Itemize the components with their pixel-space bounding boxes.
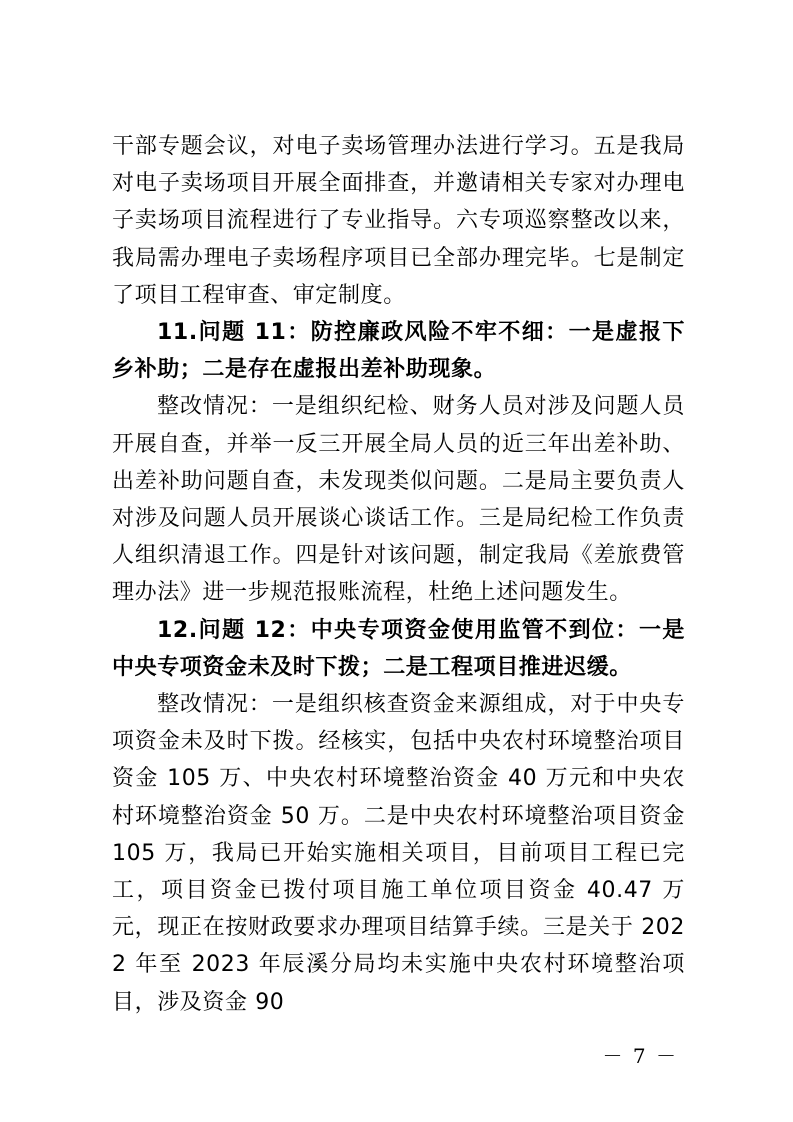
heading-issue-12: 12.问题 12：中央专项资金使用监管不到位：一是中央专项资金未及时下拨；二是工程项目推进迟缓。 <box>112 617 685 680</box>
paragraph-rectification-12: 整改情况：一是组织核查资金来源组成，对于中央专项资金未及时下拨。经核实，包括中央农村环境整治项目资金 105 万、中央农村环境整治资金 40 万元和中央农村环境整治资金 50 万。二是中央农村环境整治项目资金 105 万，我局已开始实施相关项目，目前项目工程已完工，项目资金已拨付项目施工单位项目资金 40.47 万元，现正在按财政要求办理项目结算手续。三是关于 2022 年至 2023 年辰溪分局均未实施中央农村环境整治项目，涉及资金 90 <box>112 692 685 1015</box>
page-number: － 7 － <box>602 1044 678 1068</box>
document-body <box>112 128 685 1021</box>
heading-issue-11: 11.问题 11：防控廉政风险不牢不细：一是虚报下乡补助；二是存在虚报出差补助现象。 <box>112 320 685 383</box>
paragraph-rectification-11: 整改情况：一是组织纪检、财务人员对涉及问题人员开展自查，并举一反三开展全局人员的近三年出差补助、出差补助问题自查，未发现类似问题。二是局主要负责人对涉及问题人员开展谈心谈话工作。三是局纪检工作负责人组织清退工作。四是针对该问题，制定我局《差旅费管理办法》进一步规范报账流程，杜绝上述问题发生。 <box>112 394 685 606</box>
paragraph-continuation: 干部专题会议，对电子卖场管理办法进行学习。五是我局对电子卖场项目开展全面排查，并邀请相关专家对办理电子卖场项目流程进行了专业指导。六专项巡察整改以来，我局需办理电子卖场程序项目已全部办理完毕。七是制定了项目工程审查、审定制度。 <box>112 134 685 308</box>
